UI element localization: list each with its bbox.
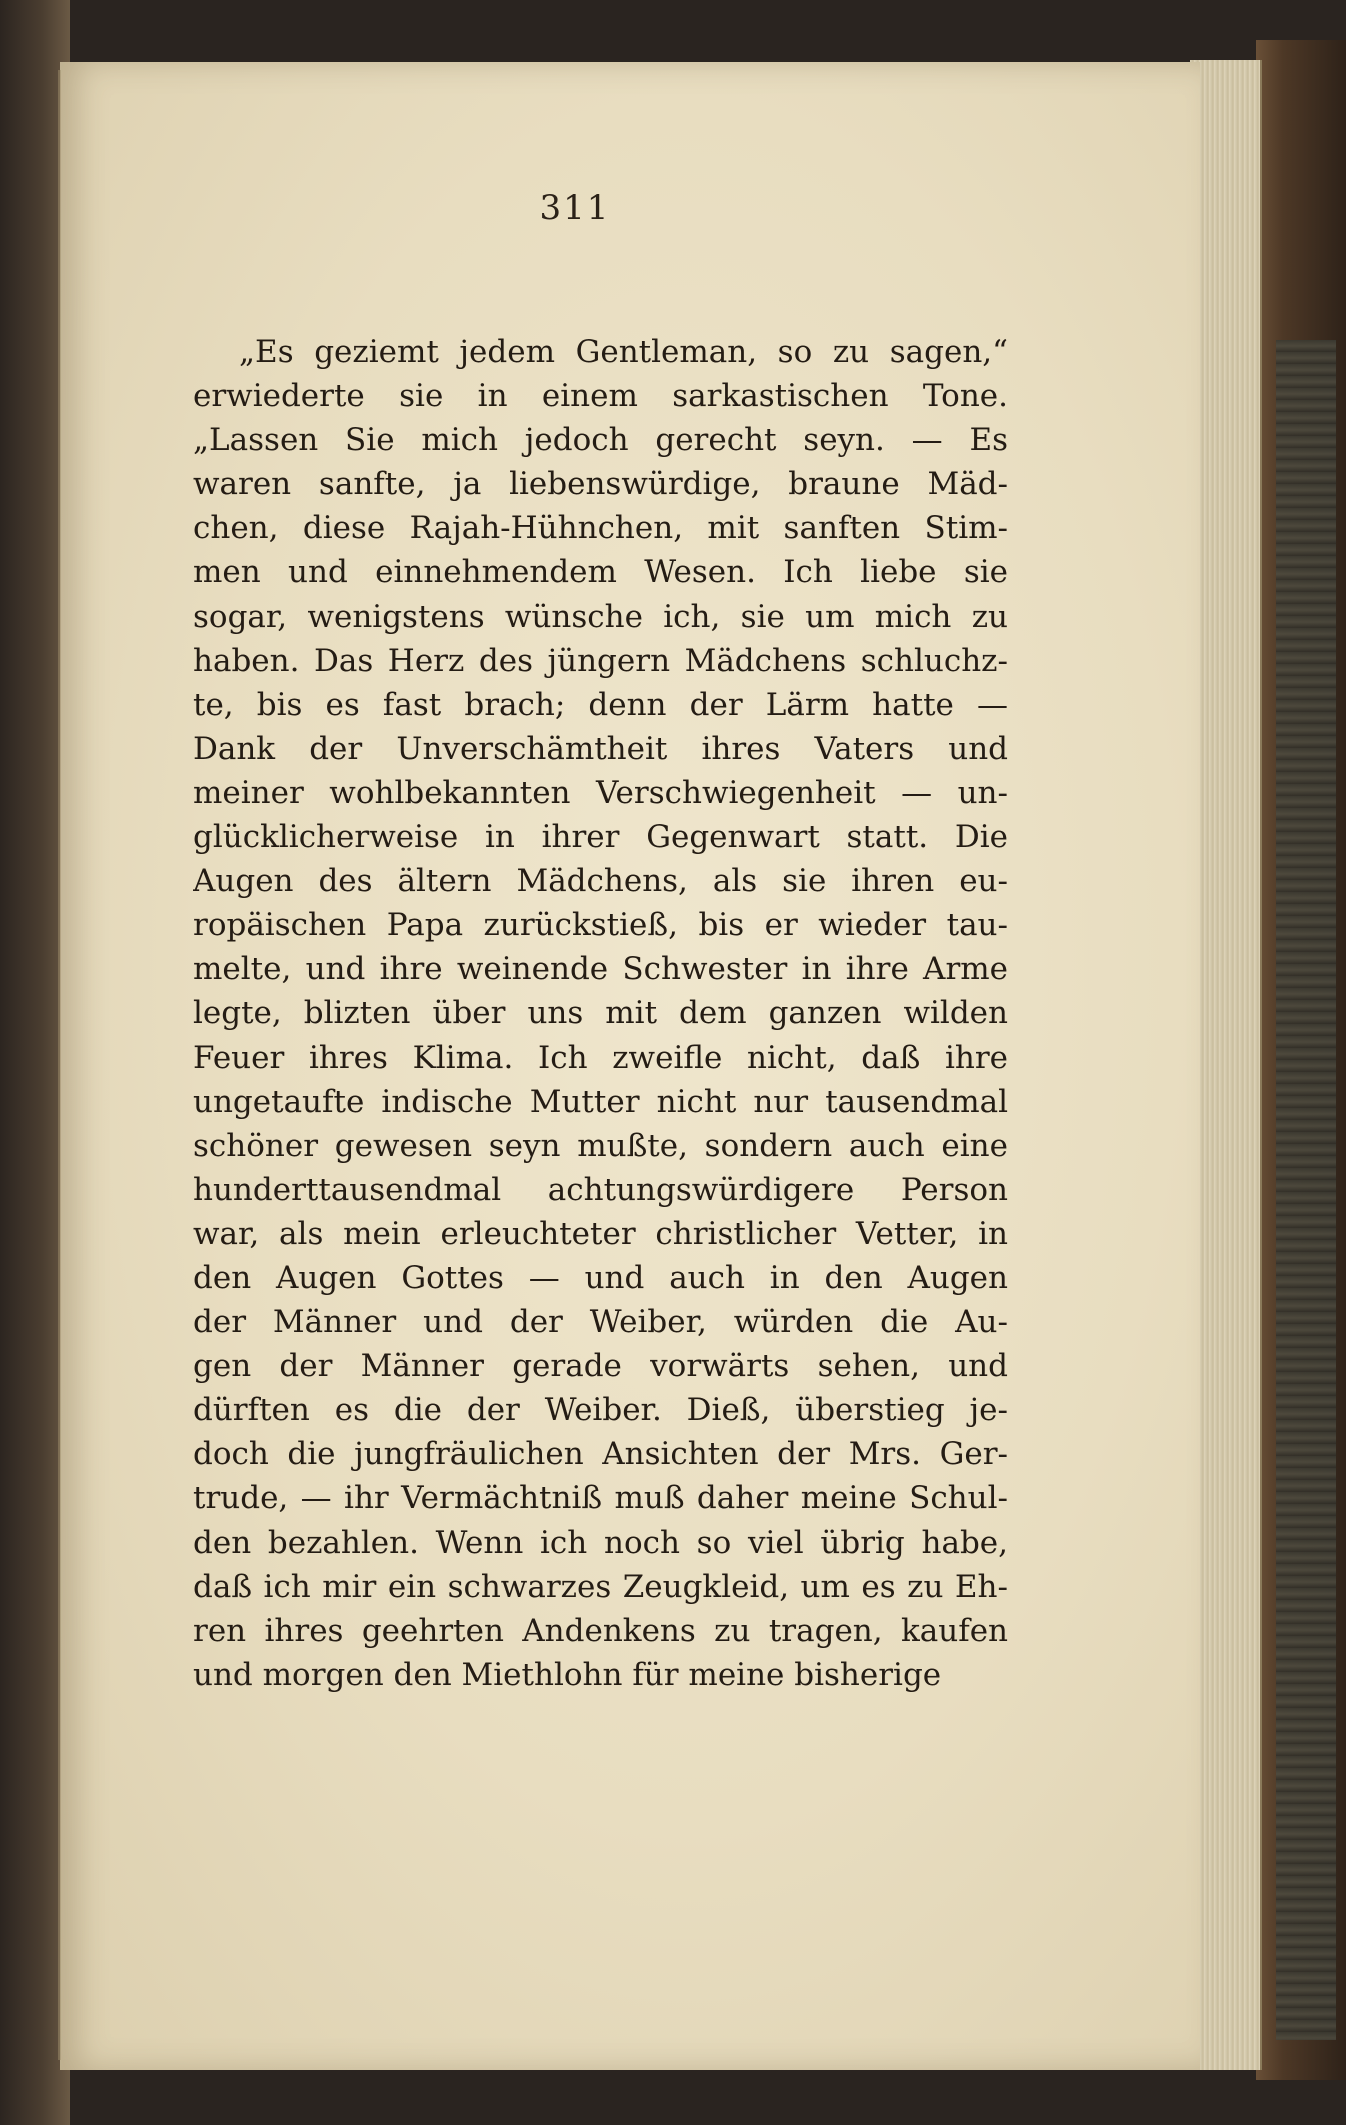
- text-line: den bezahlen. Wenn ich noch so viel übrig habe,: [193, 1524, 1008, 1561]
- text-line: Dank der Unverschämtheit ihres Vaters und: [193, 730, 1008, 767]
- text-line: haben. Das Herz des jüngern Mädchens schluchz-: [193, 642, 1008, 679]
- gutter-shadow: [58, 70, 61, 2060]
- text-line: meiner wohlbekannten Verschwiegenheit — un-: [193, 774, 1008, 811]
- text-line: legte, blizten über uns mit dem ganzen wilden: [193, 995, 1008, 1032]
- text-line: glücklicherweise in ihrer Gegenwart statt. Die: [193, 819, 1008, 856]
- text-line: ungetaufte indische Mutter nicht nur tausendmal: [193, 1083, 1008, 1120]
- text-line: gen der Männer gerade vorwärts sehen, und: [193, 1348, 1008, 1385]
- text-line: melte, und ihre weinende Schwester in ihre Arme: [193, 951, 1008, 988]
- cover-marbling: [1276, 340, 1336, 2040]
- text-line: Feuer ihres Klima. Ich zweifle nicht, daß ihre: [193, 1039, 1008, 1076]
- text-line: waren sanfte, ja liebenswürdige, braune Mäd-: [193, 466, 1008, 503]
- text-line: erwiederte sie in einem sarkastischen Tone.: [193, 378, 1008, 415]
- text-line: men und einnehmendem Wesen. Ich liebe sie: [193, 554, 1008, 591]
- text-line: ren ihres geehrten Andenkens zu tragen, kaufen: [193, 1612, 1008, 1649]
- page-number: 311: [539, 188, 611, 228]
- text-line: doch die jungfräulichen Ansichten der Mrs. Ger-: [193, 1436, 1008, 1473]
- text-line: daß ich mir ein schwarzes Zeugkleid, um es zu Eh-: [193, 1568, 1008, 1605]
- text-line: Augen des ältern Mädchens, als sie ihren eu-: [193, 863, 1008, 900]
- book-cover-right: [1256, 40, 1346, 2080]
- text-line: trude, — ihr Vermächtniß muß daher meine Schul-: [193, 1480, 1008, 1517]
- text-line: „Lassen Sie mich jedoch gerecht seyn. — Es: [193, 422, 1008, 459]
- text-line: „Es geziemt jedem Gentleman, so zu sagen,“: [239, 334, 1008, 370]
- text-line: chen, diese Rajah-Hühnchen, mit sanften Stim-: [193, 510, 1008, 547]
- text-line: schöner gewesen seyn mußte, sondern auch eine: [193, 1127, 1008, 1164]
- text-line: der Männer und der Weiber, würden die Au-: [193, 1304, 1008, 1341]
- text-line: war, als mein erleuchteter christlicher Vetter, in: [193, 1215, 1008, 1252]
- text-line: dürften es die der Weiber. Dieß, überstieg je-: [193, 1392, 1008, 1429]
- text-line: hunderttausendmal achtungswürdigere Person: [193, 1171, 1008, 1208]
- text-line: ropäischen Papa zurückstieß, bis er wieder tau-: [193, 907, 1008, 944]
- page-edges: [1190, 60, 1262, 2070]
- text-line: den Augen Gottes — und auch in den Augen: [193, 1259, 1008, 1296]
- text-line: und morgen den Miethlohn für meine bisherige: [193, 1656, 942, 1693]
- text-line: sogar, wenigstens wünsche ich, sie um mich zu: [193, 598, 1008, 635]
- body-text: [193, 330, 1008, 1697]
- text-line: te, bis es fast brach; denn der Lärm hatte —: [193, 686, 1008, 723]
